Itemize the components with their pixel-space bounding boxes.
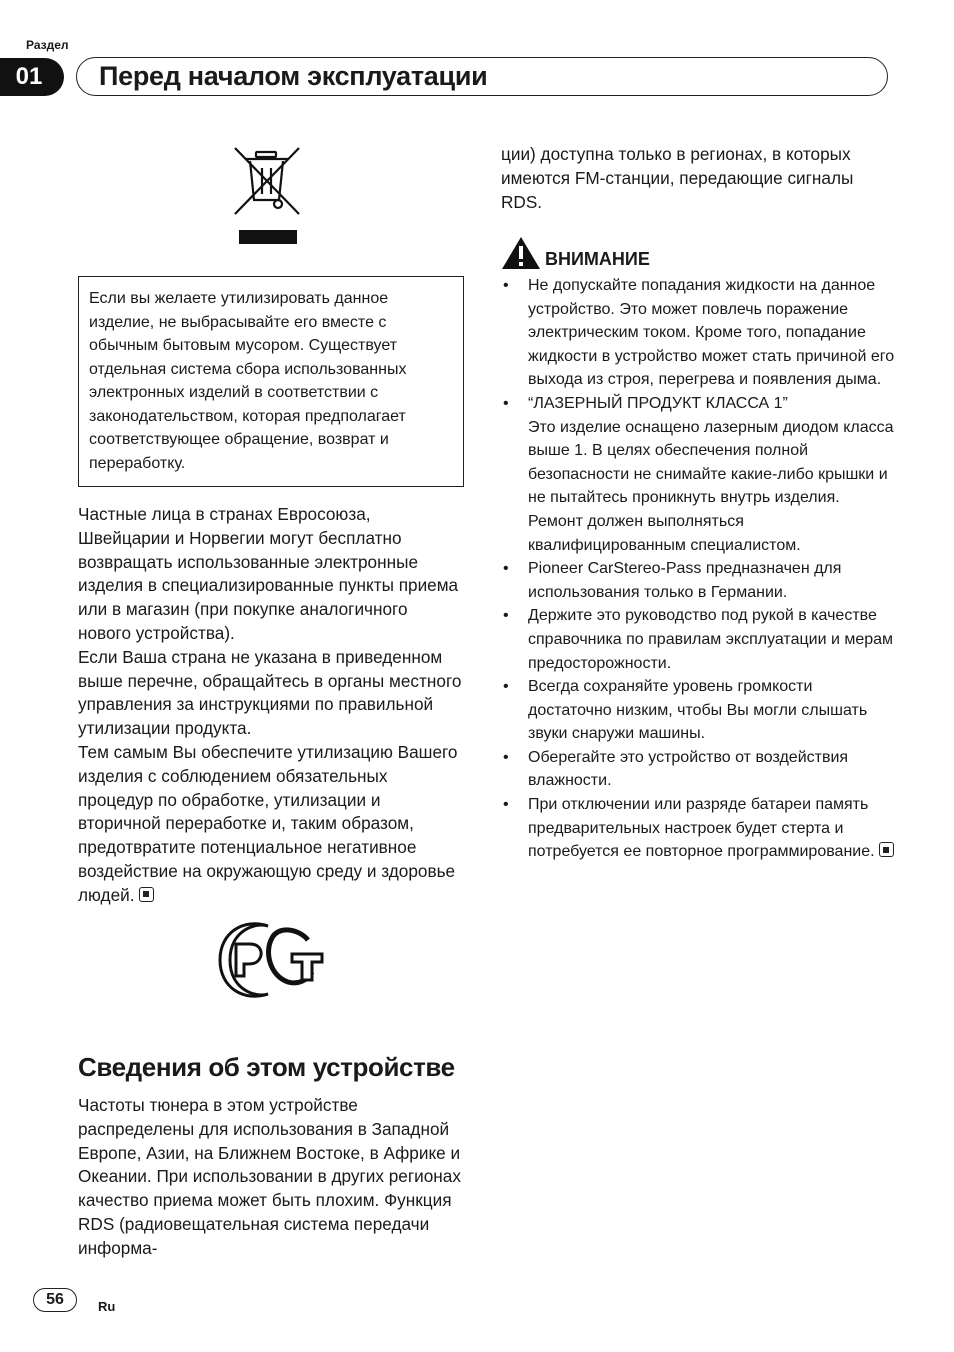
- caution-item: • Оберегайте это устройство от воздействия влажности.: [501, 746, 896, 793]
- caution-item: • Не допускайте попадания жидкости на данное устройство. Это может повлечь поражение электрическим током. Кроме того, попадание жидкости в устройство может стать причиной его выхода из строя, перегрева и появления дыма.: [501, 274, 896, 392]
- disposal-paragraph-1: Частные лица в странах Евросоюза, Швейцарии и Норвегии могут бесплатно возвращать использованные электронные изделия в специализированные пункты приема или в магазин (при покупке аналогичного нового устройства).: [78, 504, 459, 643]
- end-mark-icon: [139, 887, 154, 902]
- disposal-paragraph-2: Если Ваша страна не указана в приведенном выше перечне, обращайтесь в органы местного управления за инструкциями по правильной утилизации продукта.: [78, 646, 462, 739]
- caution-list: [501, 274, 896, 864]
- caution-item: • “ЛАЗЕРНЫЙ ПРОДУКТ КЛАССА 1” Это изделие оснащено лазерным диодом класса выше 1. В целях обеспечения полной безопасности не снимайте какие-либо крышки и не пытайтесь проникнуть внутрь изделия. Ремонт должен выполняться квалифицированным специалистом.: [501, 392, 896, 557]
- tuner-paragraph: Частоты тюнера в этом устройстве распределены для использования в Западной Европе, Азии, на Ближнем Востоке, в Африке и Океании. При использовании в других регионах качество приема может быть плохим. Функция RDS (радиовещательная система передачи информа-: [78, 1095, 461, 1258]
- chapter-title-box: [76, 57, 888, 96]
- end-mark-icon: [879, 842, 894, 857]
- section-label: Раздел: [26, 38, 69, 52]
- chapter-title: Перед началом эксплуатации: [99, 61, 488, 91]
- caution-title: ВНИМАНИЕ: [545, 249, 650, 269]
- page-number: 56: [33, 1288, 77, 1312]
- disposal-notice-box: Если вы желаете утилизировать данное изделие, не выбрасывайте его вместе с обычным бытовым мусором. Существует отдельная система сбора использованных электронных изделий в соответствии с законодательством, которая предполагает соответствующее обращение, возврат и переработку.: [78, 276, 464, 487]
- warning-triangle-icon: [501, 236, 541, 270]
- caution-item: • Pioneer CarStereo-Pass предназначен для использования только в Германии.: [501, 557, 896, 604]
- rds-paragraph: ции) доступна только в регионах, в которых имеются FM-станции, передающие сигналы RDS.: [501, 144, 854, 212]
- section-number: 01: [0, 58, 64, 96]
- section-heading: Сведения об этом устройстве: [78, 1052, 455, 1082]
- disposal-paragraph-3: Тем самым Вы обеспечите утилизацию Вашего изделия с соблюдением обязательных процедур по обработке, утилизации и вторичной переработке и, таким образом, предотвратите потенциальное негативное воздействие на окружающую среду и здоровье людей.: [78, 741, 458, 905]
- disposal-info: [78, 503, 464, 908]
- laser-detail: Это изделие оснащено лазерным диодом класса выше 1. В целях обеспечения полной безопасности не снимайте какие-либо крышки и не пытайтесь проникнуть внутрь изделия. Ремонт должен выполняться квалифицированным специалистом.: [528, 418, 894, 554]
- caution-item: • Всегда сохраняйте уровень громкости достаточно низким, чтобы Вы могли слышать звуки снаружи машины.: [501, 675, 896, 746]
- rds-continuation: [501, 143, 896, 214]
- pct-certification-icon: [216, 918, 326, 1002]
- caution-item: • При отключении или разряде батареи память предварительных настроек будет стерта и потребуется ее повторное программирование.: [501, 793, 896, 864]
- language-code: Ru: [98, 1299, 116, 1314]
- caution-header: [501, 236, 650, 270]
- crossed-out-bin-icon: [232, 144, 304, 246]
- tuner-info: [78, 1094, 464, 1261]
- caution-item: • Держите это руководство под рукой в качестве справочника по правилам эксплуатации и мерам предосторожности.: [501, 604, 896, 675]
